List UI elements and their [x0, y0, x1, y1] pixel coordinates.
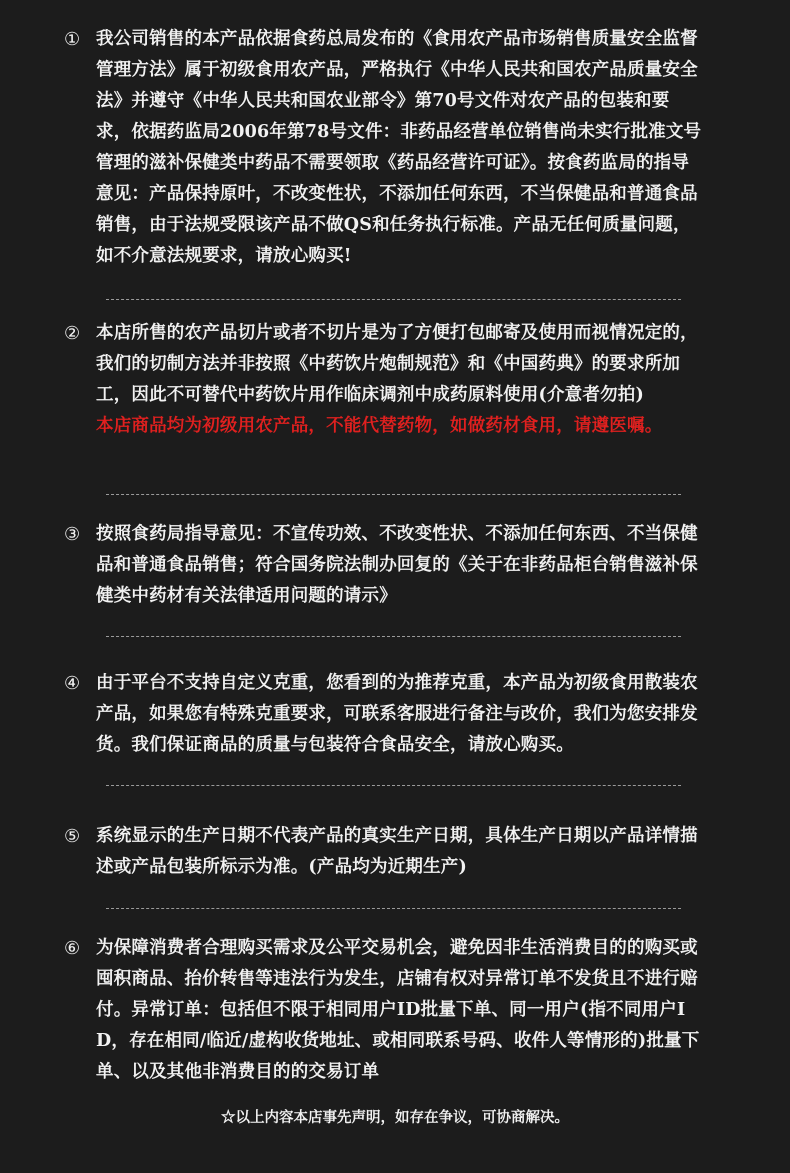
item-number: ④ [64, 673, 81, 694]
dashed-divider [106, 908, 681, 909]
item-number: ⑥ [64, 938, 81, 959]
notice-item-3 [64, 519, 704, 612]
item-text: 按照食药局指导意见：不宣传功效、不改变性状、不添加任何东西、不当保健品和普通食品销售；符合国务院法制办回复的《关于在非药品柜台销售滋补保健类中药材有关法律适用问题的请示》 [96, 524, 698, 606]
notice-item-6 [64, 933, 704, 1088]
item-text: 我公司销售的本产品依据食药总局发布的《食用农产品市场销售质量安全监督管理方法》属于初级食用农产品，严格执行《中华人民共和国农产品质量安全法》并遵守《中华人民共和国农业部令》第70号文件对农产品的包装和要求，依据药监局2006年第78号文件：非药品经营单位销售尚未实行批准文号管理的滋补保健类中药品不需要领取《药品经营许可证》。按食药监局的指导意见：产品保持原叶，不改变性状，不添加任何东西，不当保健品和普通食品销售，由于法规受限该产品不做QS和任务执行标准。产品无任何质量问题，如不介意法规要求，请放心购买! [96, 29, 702, 266]
item-text: 系统显示的生产日期不代表产品的真实生产日期，具体生产日期以产品详情描述或产品包装所标示为准。(产品均为近期生产) [96, 826, 698, 877]
item-text [96, 318, 704, 442]
item-number: ② [64, 323, 81, 344]
warning-text: 本店商品均为初级用农产品，不能代替药物，如做药材食用，请遵医嘱。 [96, 416, 663, 436]
notice-item-2 [64, 318, 704, 442]
notice-item-4 [64, 668, 704, 761]
dashed-divider [106, 494, 681, 495]
notice-item-5 [64, 821, 704, 883]
item-text: 由于平台不支持自定义克重，您看到的为推荐克重，本产品为初级食用散装农产品，如果您有特殊克重要求，可联系客服进行备注与改价，我们为您安排发货。我们保证商品的质量与包装符合食品安全，请放心购买。 [96, 673, 698, 755]
item-number: ⑤ [64, 826, 81, 847]
dashed-divider [106, 785, 681, 786]
dashed-divider [106, 636, 681, 637]
item-body: 本店所售的农产品切片或者不切片是为了方便打包邮寄及使用而视情况定的，我们的切制方法并非按照《中药饮片炮制规范》和《中国药典》的要求所加工，因此不可替代中药饮片用作临床调剂中成药原料使用(介意者勿拍) [96, 323, 698, 405]
dashed-divider [106, 299, 681, 300]
item-number: ③ [64, 524, 81, 545]
notice-item-1 [64, 24, 704, 272]
item-text: 为保障消费者合理购买需求及公平交易机会，避免因非生活消费目的的购买或囤积商品、抬价转售等违法行为发生，店铺有权对异常订单不发货且不进行赔付。异常订单：包括但不限于相同用户ID批量下单、同一用户(指不同用户ID，存在相同/临近/虚构收货地址、或相同联系号码、收件人等情形的)批量下单、以及其他非消费目的的交易订单 [96, 938, 700, 1082]
item-number: ① [64, 29, 81, 50]
footer-statement: ☆以上内容本店事先声明，如存在争议，可协商解决。 [221, 1109, 569, 1126]
